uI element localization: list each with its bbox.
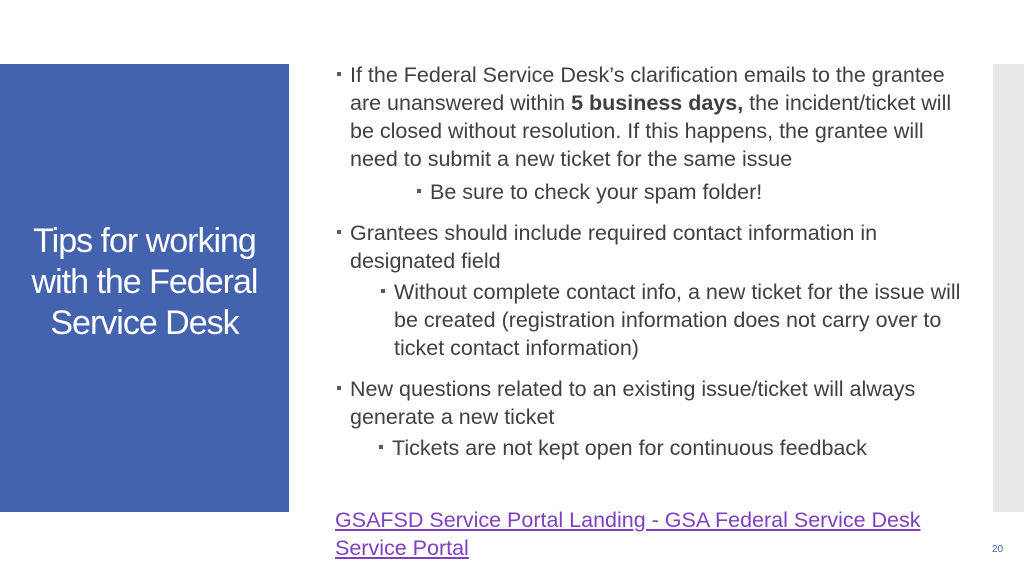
decorative-side-bar	[993, 64, 1024, 512]
service-portal-link[interactable]: GSAFSD Service Portal Landing - GSA Federal Service Desk Service Portal	[335, 508, 921, 560]
bullet-list	[334, 61, 974, 474]
bullet-3-text: New questions related to an existing issue/ticket will always generate a new ticket	[350, 377, 916, 429]
sub-bullet-3	[376, 434, 974, 462]
sub-bullet-1-text: Be sure to check your spam folder!	[430, 180, 763, 204]
bullet-1-text-end: the incident/ticket will be closed without resolution. If this happens, the grantee will need to submit a new ticket for the same issue	[350, 91, 952, 171]
slide-title	[32, 221, 258, 344]
slide-title-line-1: Tips for working	[33, 221, 256, 260]
sub-bullet-2-text: Without complete contact info, a new ticket for the issue will be created (registration information does not carry over to ticket contact information)	[394, 280, 961, 360]
slide-title-line-3: Service Desk	[50, 303, 239, 342]
sub-bullet-1	[414, 178, 974, 206]
slide-title-line-2: with the Federal	[31, 262, 258, 301]
bullet-item-3	[334, 375, 974, 431]
sub-bullet-3-text: Tickets are not kept open for continuous feedback	[392, 436, 867, 460]
bullet-item-1	[334, 61, 974, 173]
page-number: 20	[992, 544, 1004, 555]
title-panel	[0, 64, 289, 512]
bullet-1-bold-text: 5 business days,	[571, 91, 744, 115]
bullet-1-text-start: If the Federal Service Desk’s clarification emails to the grantee are unanswered within	[350, 63, 945, 115]
bullet-item-2	[334, 219, 974, 275]
sub-bullet-2	[378, 278, 974, 362]
bullet-2-text: Grantees should include required contact information in designated field	[350, 221, 878, 273]
